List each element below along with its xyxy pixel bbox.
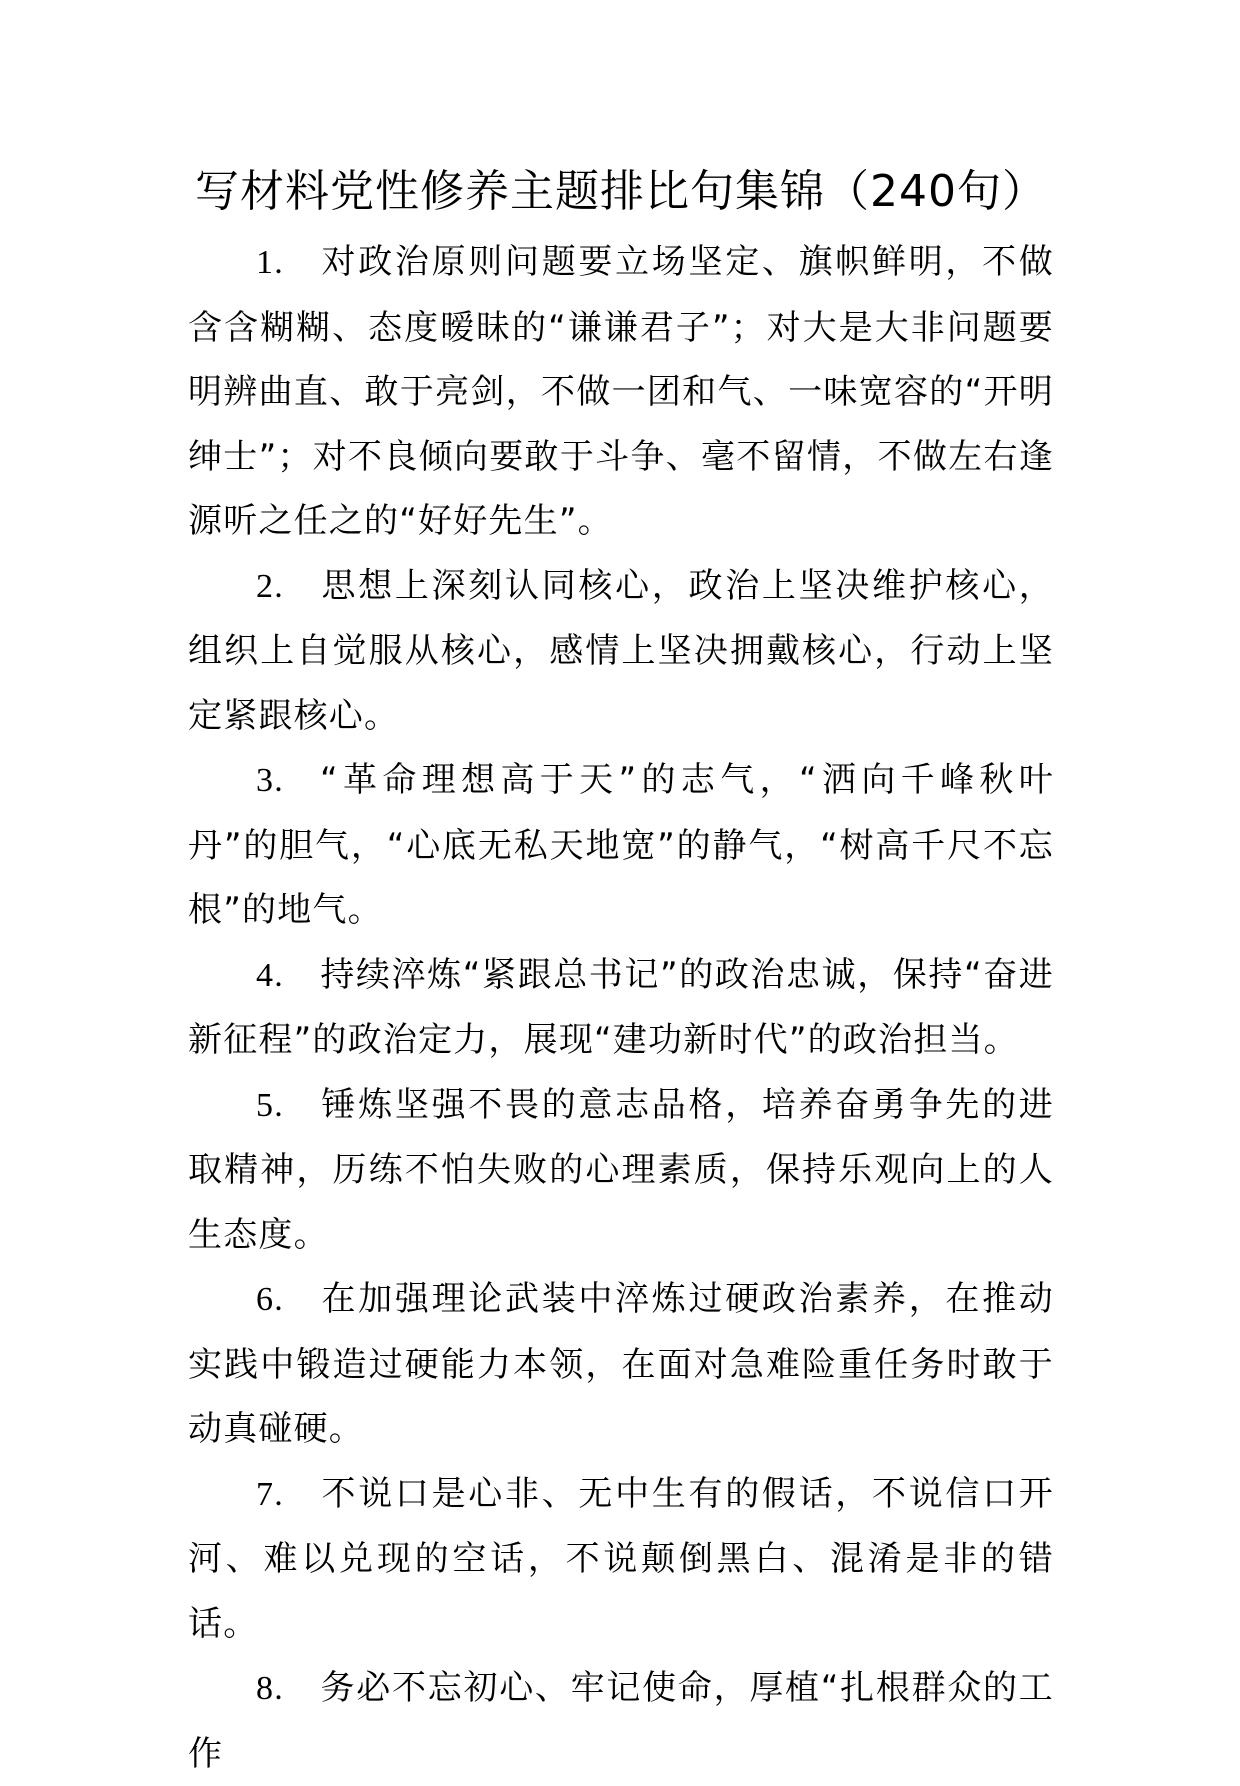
list-item [188, 230, 1054, 554]
list-item [188, 554, 1054, 749]
item-text: 不说口是心非、无中生有的假话，不说信口开河、难以兑现的空话，不说颠倒黑白、混淆是非的错话。 [188, 1473, 1054, 1644]
item-number: 5. [256, 1086, 284, 1124]
item-text: 务必不忘初心、牢记使命，厚植“扎根群众的工作 [188, 1668, 1054, 1774]
list-item [188, 1462, 1054, 1657]
document-title: 写材料党性修养主题排比句集锦（240句） [195, 166, 1047, 217]
document-page [188, 160, 1054, 1786]
list-item [188, 943, 1054, 1073]
item-number: 8. [256, 1670, 284, 1707]
item-number: 2. [256, 567, 284, 605]
item-number: 6. [256, 1281, 284, 1318]
item-number: 4. [256, 956, 284, 994]
item-number: 3. [256, 762, 284, 799]
list-item [188, 1267, 1054, 1462]
item-text: 锤炼坚强不畏的意志品格，培养奋勇争先的进取精神，历练不怕失败的心理素质，保持乐观向上的人生态度。 [188, 1084, 1054, 1255]
item-text: “革命理想高于天”的志气，“洒向千峰秋叶丹”的胆气，“心底无私天地宽”的静气，“树高千尺不忘根”的地气。 [188, 760, 1054, 930]
list-item [188, 748, 1054, 943]
item-text: 持续淬炼“紧跟总书记”的政治忠诚，保持“奋进新征程”的政治定力，展现“建功新时代”的政治担当。 [188, 954, 1054, 1060]
list-item [188, 1656, 1054, 1786]
item-number: 7. [256, 1475, 284, 1513]
item-number: 1. [256, 244, 284, 281]
item-text: 在加强理论武装中淬炼过硬政治素养，在推动实践中锻造过硬能力本领，在面对急难险重任务时敢于动真碰硬。 [188, 1279, 1054, 1449]
item-text: 对政治原则问题要立场坚定、旗帜鲜明，不做含含糊糊、态度暧昧的“谦谦君子”；对大是大非问题要明辨曲直、敢于亮剑，不做一团和气、一味宽容的“开明绅士”；对不良倾向要敢于斗争、毫不留情，不做左右逢源听之任之的“好好先生”。 [188, 242, 1054, 541]
item-text: 思想上深刻认同核心，政治上坚决维护核心，组织上自觉服从核心，感情上坚决拥戴核心，行动上坚定紧跟核心。 [188, 565, 1054, 736]
list-item [188, 1073, 1054, 1268]
